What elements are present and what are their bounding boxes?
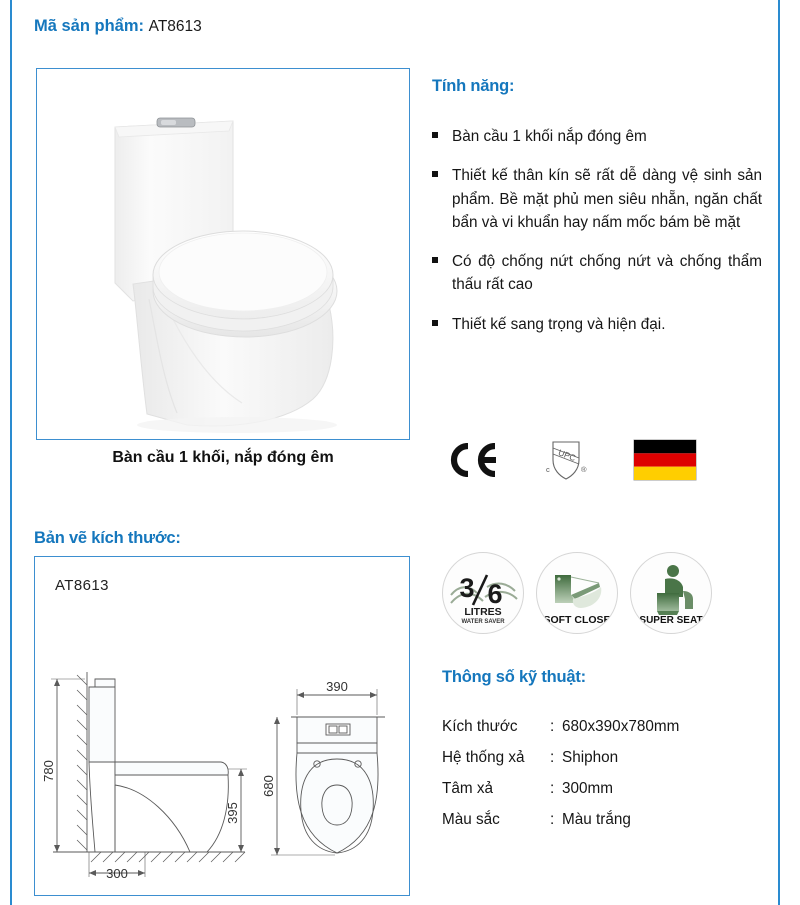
spec-row (442, 780, 762, 811)
water-saver-icon (442, 552, 524, 634)
spec-row (442, 749, 762, 780)
soft-close-icon (536, 552, 618, 634)
svg-text:3: 3 (459, 573, 475, 603)
spec-key: Hệ thống xả (442, 749, 525, 766)
spec-separator: : (550, 780, 555, 797)
soft-close-label: SOFT CLOSE (543, 614, 611, 626)
spec-value: Màu trắng (562, 811, 631, 828)
spec-separator: : (550, 749, 555, 766)
feature-item (432, 164, 762, 234)
dim-seat-height: 395 (225, 802, 240, 824)
product-code-line (34, 17, 202, 36)
feature-text: Có độ chống nứt chống nứt và chống thẩm thấu rất cao (452, 253, 762, 294)
upc-text: UPC (556, 447, 578, 464)
feature-item (432, 313, 762, 336)
features-heading: Tính năng: (432, 77, 515, 95)
cupc-mark-icon (540, 434, 592, 486)
spec-value: 680x390x780mm (562, 718, 680, 735)
upc-prefix: c (546, 465, 550, 474)
water-saver-sub: WATER SAVER (461, 619, 505, 625)
toilet-photo (37, 69, 411, 441)
ce-mark-icon (442, 443, 498, 477)
features-list (432, 125, 762, 352)
feature-text: Thiết kế thân kín sẽ rất dễ dàng vệ sinh sản phẩm. Bề mặt phủ men siêu nhẵn, ngăn chất bẩn và vi khuẩn hay nấm mốc bám bề mặt (452, 167, 762, 231)
spec-separator: : (550, 718, 555, 735)
right-border-rule (778, 0, 780, 905)
dim-total-height: 780 (41, 760, 56, 782)
super-seat-label: SUPER SEAT (639, 615, 703, 626)
bullet-square-icon (432, 320, 438, 326)
spec-key: Màu sắc (442, 811, 500, 828)
spec-key: Tâm xả (442, 780, 493, 797)
dimension-drawing-box (34, 556, 410, 896)
product-code-label: Mã sản phẩm: (34, 17, 145, 35)
bullet-square-icon (432, 171, 438, 177)
product-photo-box (36, 68, 410, 440)
feature-item (432, 125, 762, 148)
germany-flag-icon (634, 440, 696, 480)
drawing-section-heading: Bản vẽ kích thước: (34, 529, 181, 547)
left-border-rule (10, 0, 12, 905)
spec-key: Kích thước (442, 718, 518, 735)
product-code-value: AT8613 (148, 18, 202, 35)
product-photo-caption: Bàn cầu 1 khối, nắp đóng êm (112, 449, 334, 466)
drawing-product-code: AT8613 (55, 577, 109, 594)
feature-text: Thiết kế sang trọng và hiện đại. (452, 315, 666, 333)
feature-item (432, 250, 762, 297)
specs-table (442, 718, 762, 842)
bullet-square-icon (432, 132, 438, 138)
dim-top-length: 680 (261, 775, 276, 797)
spec-value: Shiphon (562, 749, 619, 766)
feature-text: Bàn cầu 1 khối nắp đóng êm (452, 128, 647, 145)
bullet-square-icon (432, 257, 438, 263)
dim-rough-in: 300 (106, 866, 128, 881)
spec-row (442, 718, 762, 749)
spec-separator: : (550, 811, 555, 828)
certification-badges (442, 430, 696, 490)
feature-icon-row (442, 552, 712, 634)
specs-heading: Thông số kỹ thuật: (442, 668, 586, 686)
spec-value: 300mm (562, 780, 614, 797)
dim-top-width: 390 (326, 679, 348, 694)
water-saver-unit: LITRES (464, 606, 502, 618)
super-seat-icon (630, 552, 712, 634)
technical-drawings (35, 557, 410, 896)
svg-text:6: 6 (487, 579, 503, 609)
spec-row (442, 811, 762, 842)
upc-suffix: ® (581, 465, 587, 474)
